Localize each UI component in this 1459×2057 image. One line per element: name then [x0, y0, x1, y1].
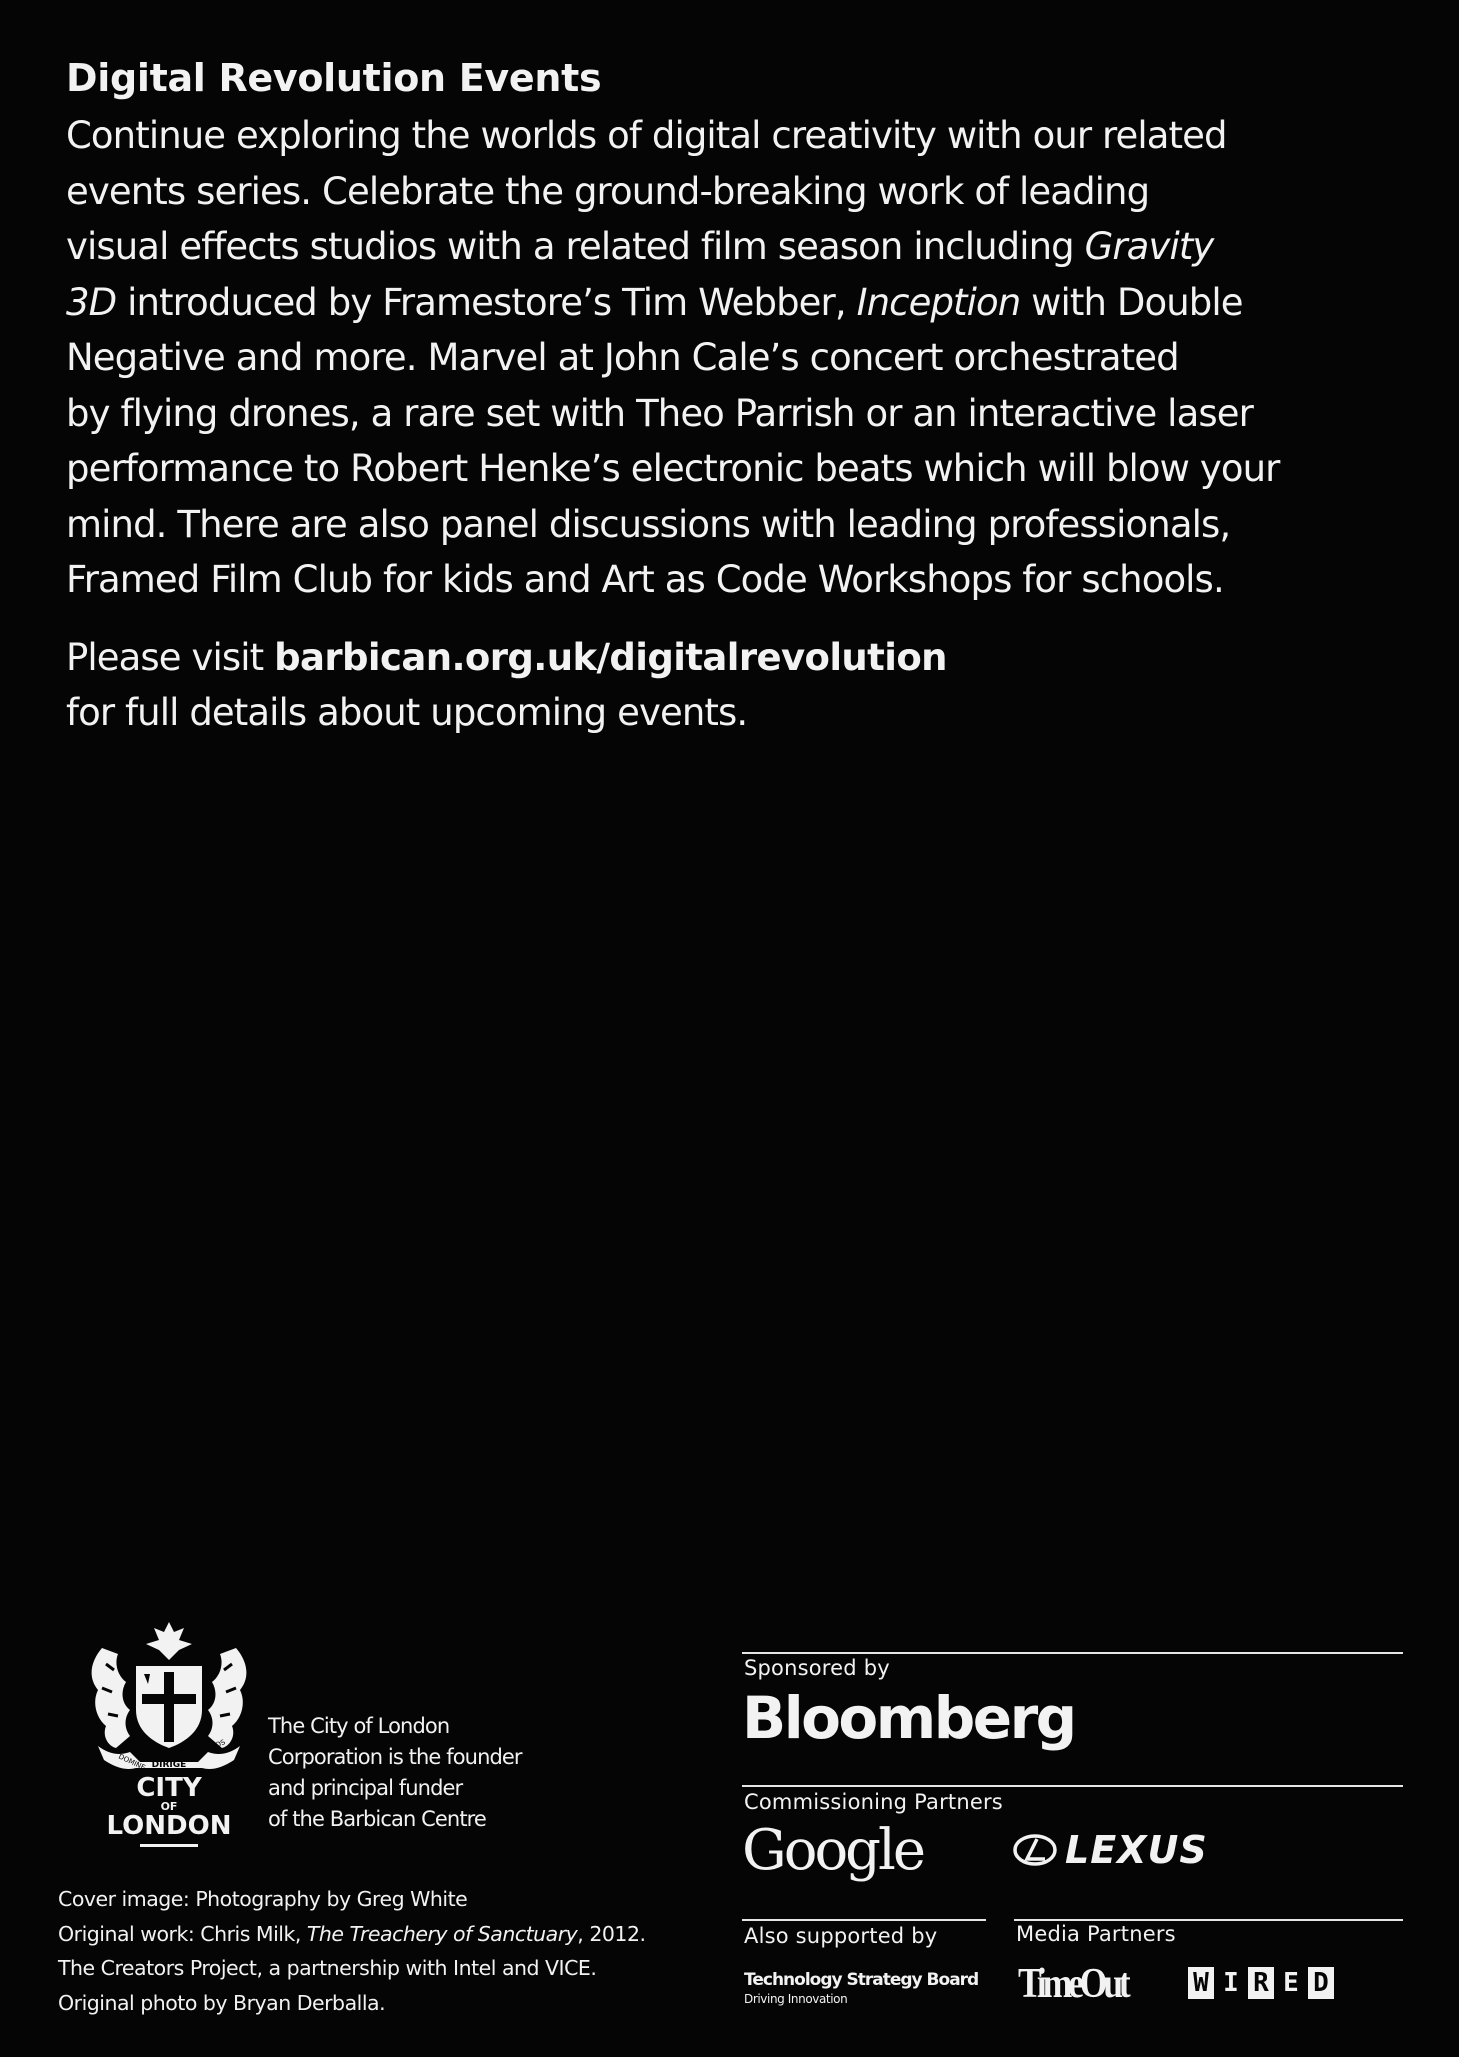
text-segment: visual effects studios with a related film season including	[66, 225, 1085, 268]
divider	[742, 1652, 1403, 1654]
italic-title: Gravity	[1084, 225, 1214, 268]
italic-title: 3D	[66, 280, 117, 324]
events-title: Digital Revolution Events	[66, 56, 602, 100]
events-section	[66, 52, 1396, 740]
text-segment: with Double	[1020, 280, 1243, 324]
text-segment: Negative and more. Marvel at John Cale’s concert orchestrated	[66, 336, 1179, 379]
text-segment: Cover image: Photography by Greg White	[58, 1887, 468, 1911]
col-line: Corporation is the founder	[268, 1745, 522, 1769]
lexus-emblem-icon	[1013, 1833, 1057, 1867]
technology-strategy-board-logo	[744, 1970, 978, 2006]
visit-text	[66, 630, 1396, 740]
city-of-london-logo	[84, 1618, 254, 1848]
google-logo: Google	[742, 1818, 924, 1883]
wired-logo	[1188, 1967, 1334, 1999]
city-of-london-text	[268, 1711, 522, 1835]
text-segment: by flying drones, a rare set with Theo Parrish or an interactive laser	[66, 391, 1253, 435]
also-supported-label: Also supported by	[744, 1924, 938, 1948]
timeout-logo: TimeOut	[1018, 1961, 1127, 2007]
crest-london: LONDON	[106, 1811, 232, 1841]
text-segment: events series. Celebrate the ground-breaking work of leading	[66, 169, 1150, 213]
wired-letter: R	[1248, 1967, 1274, 1999]
commissioning-label: Commissioning Partners	[744, 1790, 1003, 1814]
city-of-london-crest-icon	[84, 1618, 254, 1848]
wired-letter: D	[1308, 1967, 1334, 1999]
website-link[interactable]: barbican.org.uk/digitalrevolution	[274, 635, 947, 679]
col-line: The City of London	[268, 1714, 450, 1738]
wired-letter: E	[1283, 1968, 1299, 1998]
text-segment: Original work: Chris Milk,	[58, 1921, 307, 1946]
crest-city: CITY	[136, 1773, 202, 1803]
wired-letter: I	[1223, 1968, 1239, 1998]
italic-title: The Treachery of Sanctuary	[306, 1921, 578, 1946]
col-line: and principal funder	[268, 1776, 463, 1800]
visit-prefix: Please visit	[66, 635, 275, 679]
text-segment: Framed Film Club for kids and Art as Code Workshops for schools.	[66, 558, 1224, 601]
crest-motto: DIRIGE	[151, 1760, 187, 1770]
lexus-wordmark: LEXUS	[1065, 1828, 1208, 1872]
text-segment: Original photo by Bryan Derballa.	[58, 1990, 386, 2015]
lexus-logo	[1013, 1828, 1208, 1872]
bloomberg-logo: Bloomberg	[742, 1684, 1075, 1752]
crest-of: OF	[160, 1800, 178, 1813]
crest-motto-right: NOS	[209, 1738, 227, 1752]
divider	[742, 1785, 1403, 1787]
text-segment: , 2012.	[577, 1921, 646, 1946]
wired-letter: W	[1188, 1967, 1214, 1999]
events-description	[66, 108, 1396, 608]
tsb-tagline: Driving Innovation	[744, 1992, 848, 2006]
italic-title: Inception	[856, 280, 1021, 324]
text-segment: mind. There are also panel discussions with leading professionals,	[66, 502, 1231, 546]
text-segment: introduced by Framestore’s Tim Webber,	[116, 280, 857, 324]
media-partners-label: Media Partners	[1016, 1922, 1176, 1946]
visit-suffix: for full details about upcoming events.	[66, 690, 748, 734]
text-segment: Continue exploring the worlds of digital creativity with our related	[66, 114, 1227, 157]
crest-motto-left: DOMINE	[117, 1752, 147, 1772]
divider	[742, 1919, 986, 1921]
text-segment: The Creators Project, a partnership with Intel and VICE.	[58, 1956, 597, 1980]
sponsored-label: Sponsored by	[744, 1656, 890, 1680]
divider	[1014, 1919, 1403, 1921]
text-segment: performance to Robert Henke’s electronic beats which will blow your	[66, 447, 1280, 490]
image-credits	[58, 1882, 646, 2020]
tsb-name: Technology Strategy Board	[744, 1970, 979, 1990]
col-line: of the Barbican Centre	[268, 1807, 486, 1831]
